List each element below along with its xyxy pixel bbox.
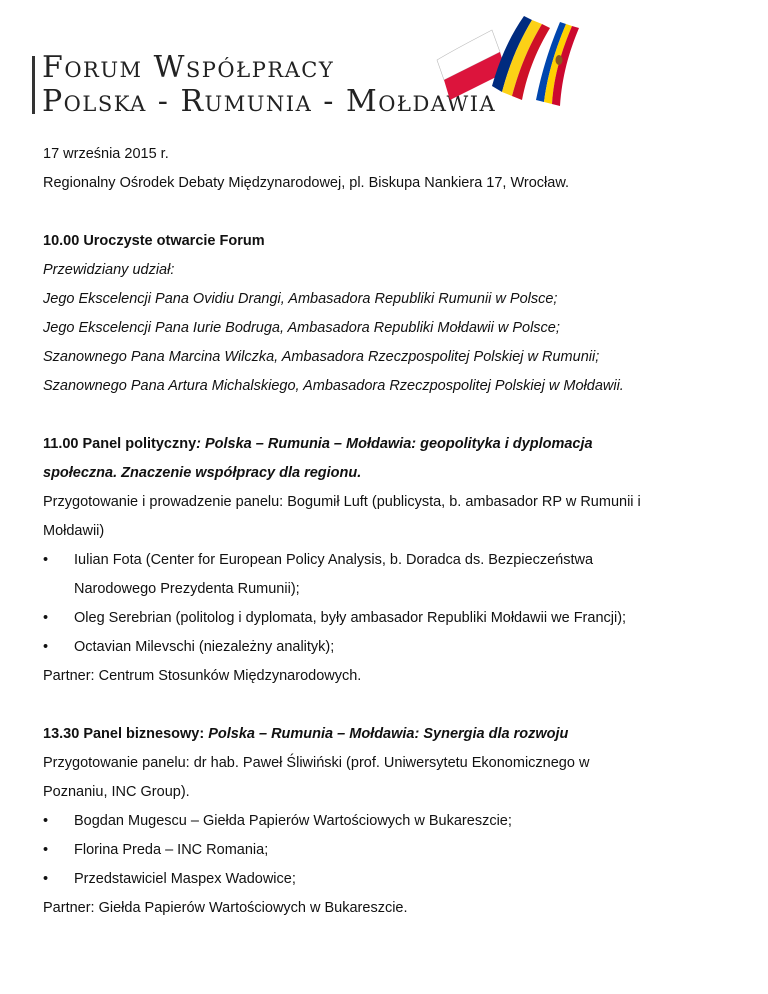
program-content	[43, 140, 743, 923]
speaker-text: Octavian Milevschi (niezależny analityk);	[74, 639, 335, 655]
session-political-topic: : Polska – Rumunia – Mołdawia: geopolityka i dyplomacja	[196, 436, 593, 452]
list-item	[43, 836, 743, 865]
attendee-item: Jego Ekscelencji Pana Ovidiu Drangi, Ambasadora Republiki Rumunii w Polsce;	[43, 291, 558, 307]
bullet-icon: •	[43, 610, 49, 626]
session-political-time: 11.00 Panel polityczny	[43, 436, 197, 452]
attendee-item: Szanownego Pana Marcina Wilczka, Ambasadora Rzeczpospolitej Polskiej w Rumunii;	[43, 349, 600, 365]
panel-prep-line: Przygotowanie i prowadzenie panelu: Bogumił Luft (publicysta, b. ambasador RP w Rumunii i	[43, 494, 641, 510]
session-political-topic-cont: społeczna. Znaczenie współpracy dla regionu.	[43, 465, 362, 481]
attendee-item: Jego Ekscelencji Pana Iurie Bodruga, Ambasadora Republiki Mołdawii w Polsce;	[43, 320, 560, 336]
list-item	[43, 807, 743, 836]
attendance-label: Przewidziany udział:	[43, 262, 175, 278]
flags-logo	[432, 8, 582, 118]
event-venue: Regionalny Ośrodek Debaty Międzynarodowej, pl. Biskupa Nankiera 17, Wrocław.	[43, 175, 570, 191]
list-item	[43, 865, 743, 894]
speaker-text: Oleg Serebrian (politolog i dyplomata, były ambasador Republiki Mołdawii we Francji);	[74, 610, 627, 626]
session-business-heading	[43, 720, 743, 749]
event-date: 17 września 2015 r.	[43, 146, 169, 162]
bullet-icon: •	[43, 813, 49, 829]
speaker-text: Iulian Fota (Center for European Policy Analysis, b. Doradca ds. Bezpieczeństwa	[74, 552, 594, 568]
speaker-text: Bogdan Mugescu – Giełda Papierów Wartościowych w Bukareszcie;	[74, 813, 512, 829]
list-item-continuation	[43, 575, 743, 604]
speaker-text: Narodowego Prezydenta Rumunii);	[74, 581, 300, 597]
speaker-text: Florina Preda – INC Romania;	[74, 842, 269, 858]
list-item	[43, 604, 743, 633]
bullet-icon: •	[43, 639, 49, 655]
list-item	[43, 546, 743, 575]
session-business-time: 13.30 Panel biznesowy:	[43, 726, 209, 742]
forum-title-line1: Forum Współpracy	[42, 50, 335, 85]
panel-partner: Partner: Giełda Papierów Wartościowych w Bukareszcie.	[43, 900, 408, 916]
bullet-icon: •	[43, 842, 49, 858]
speaker-text: Przedstawiciel Maspex Wadowice;	[74, 871, 296, 887]
page-header	[0, 0, 768, 140]
session-opening-heading: 10.00 Uroczyste otwarcie Forum	[43, 233, 265, 249]
panel-partner: Partner: Centrum Stosunków Międzynarodowych.	[43, 668, 362, 684]
panel-prep-line: Poznaniu, INC Group).	[43, 784, 190, 800]
panel-prep-line: Przygotowanie panelu: dr hab. Paweł Śliwiński (prof. Uniwersytetu Ekonomicznego w	[43, 755, 590, 771]
header-accent-bar	[32, 56, 35, 114]
poland-flag-icon	[437, 30, 506, 100]
panel-prep-line: Mołdawii)	[43, 523, 105, 539]
list-item	[43, 633, 743, 662]
attendee-item: Szanownego Pana Artura Michalskiego, Ambasadora Rzeczpospolitej Polskiej w Mołdawii.	[43, 378, 624, 394]
session-political-heading	[43, 430, 743, 459]
session-business-topic: Polska – Rumunia – Mołdawia: Synergia dla rozwoju	[208, 726, 569, 742]
bullet-icon: •	[43, 552, 49, 568]
forum-title-line2: Polska - Rumunia - Mołdawia	[42, 84, 497, 119]
bullet-icon: •	[43, 871, 49, 887]
